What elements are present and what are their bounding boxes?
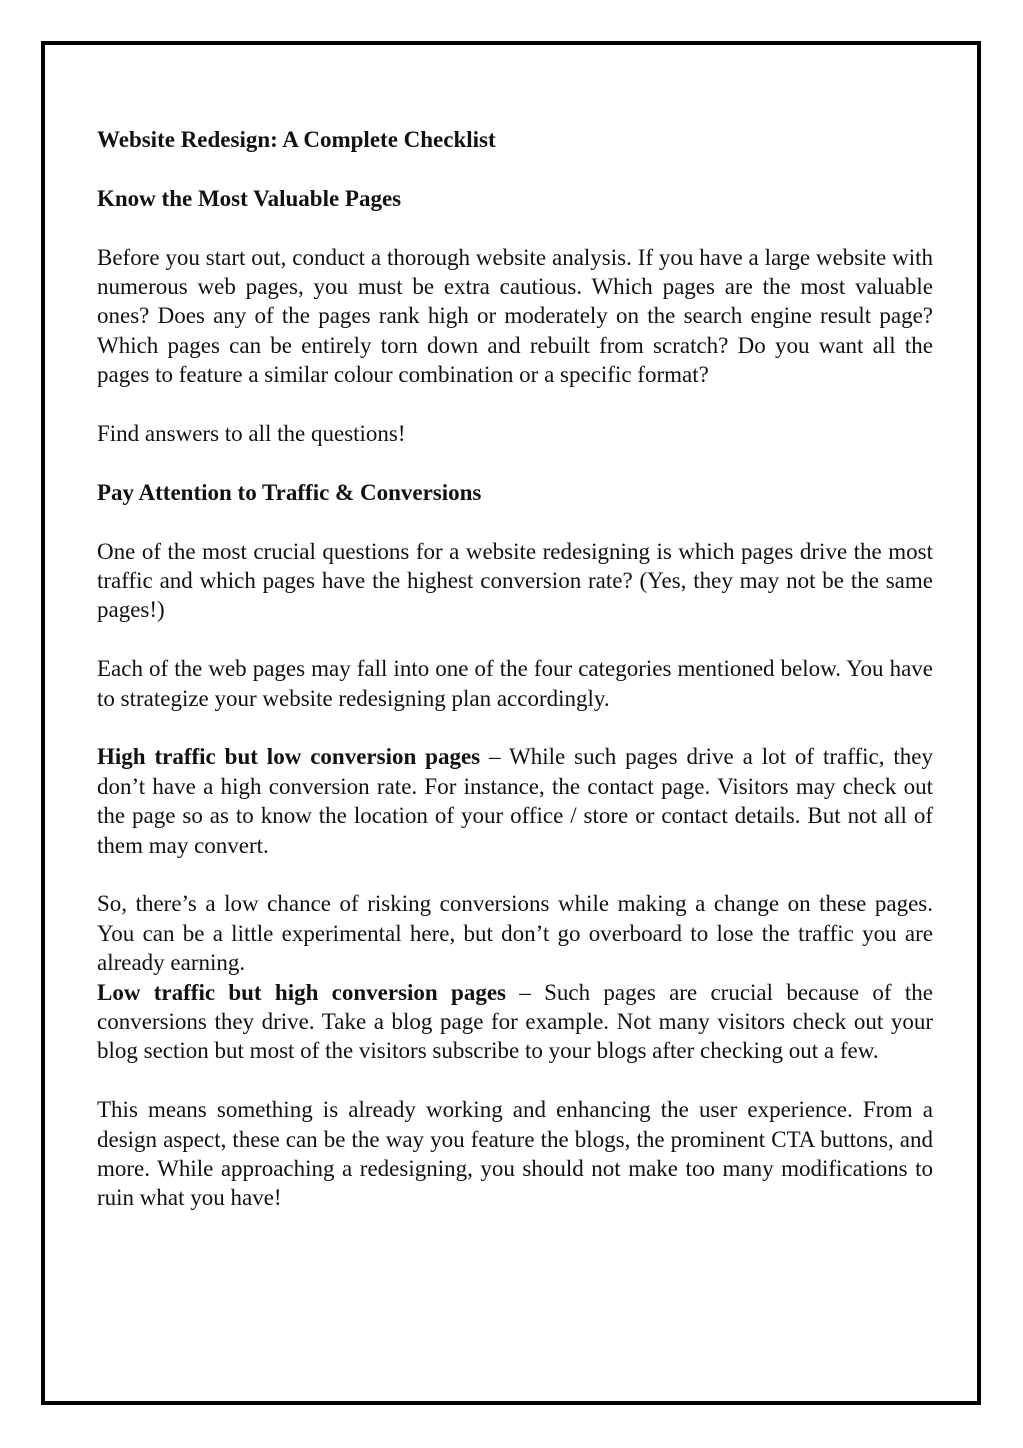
paragraph: So, there’s a low chance of risking conversions while making a change on these pages. You can be a little experimental here, but don’t go overboard to lose the traffic you are already earning. — [97, 891, 933, 976]
paragraph: Find answers to all the questions! — [97, 421, 406, 447]
paragraph: One of the most crucial questions for a website redesigning is which pages drive the most traffic and which pages have the highest conversion rate? (Yes, they may not be the same pages!) — [97, 538, 933, 623]
document-body — [97, 125, 933, 1242]
category-label: Low traffic but high conversion pages — [97, 979, 506, 1005]
section-heading-traffic-conversions: Pay Attention to Traffic & Conversions — [97, 479, 482, 505]
paragraph: Each of the web pages may fall into one of the four categories mentioned below. You have to strategize your website redesigning plan accordingly. — [97, 656, 933, 711]
paragraph: This means something is already working and enhancing the user experience. From a design aspect, these can be the way you feature the blogs, the prominent CTA buttons, and more. While approaching a redesigning, you should not make too many modifications to ruin what you have! — [97, 1097, 933, 1211]
paragraph: Before you start out, conduct a thorough website analysis. If you have a large website with numerous web pages, you must be extra cautious. Which pages are the most valuable ones? Does any of the pages rank high or moderately on the search engine result page? Which pages can be entirely torn down and rebuilt from scratch? Do you want all the pages to feature a similar colour combination or a specific format? — [97, 244, 933, 388]
category-label: High traffic but low conversion pages — [97, 744, 481, 770]
category-paragraph-high-traffic — [97, 742, 933, 860]
page-border — [41, 41, 981, 1405]
category-text: – While such pages drive a lot of traffic, they don’t have a high conversion rate. For instance, the contact page. Visitors may check out the page so as to know the location of your office / store or contact details. But not all of them may convert. — [97, 744, 933, 858]
category-text: – Such pages are crucial because of the conversions they drive. Take a blog page for example. Not many visitors check out your blog section but most of the visitors subscribe to your blogs after checking out a few. — [97, 979, 933, 1064]
section-heading-valuable-pages: Know the Most Valuable Pages — [97, 185, 402, 211]
document-title: Website Redesign: A Complete Checklist — [97, 127, 496, 152]
category-paragraph-low-traffic — [97, 978, 933, 1066]
